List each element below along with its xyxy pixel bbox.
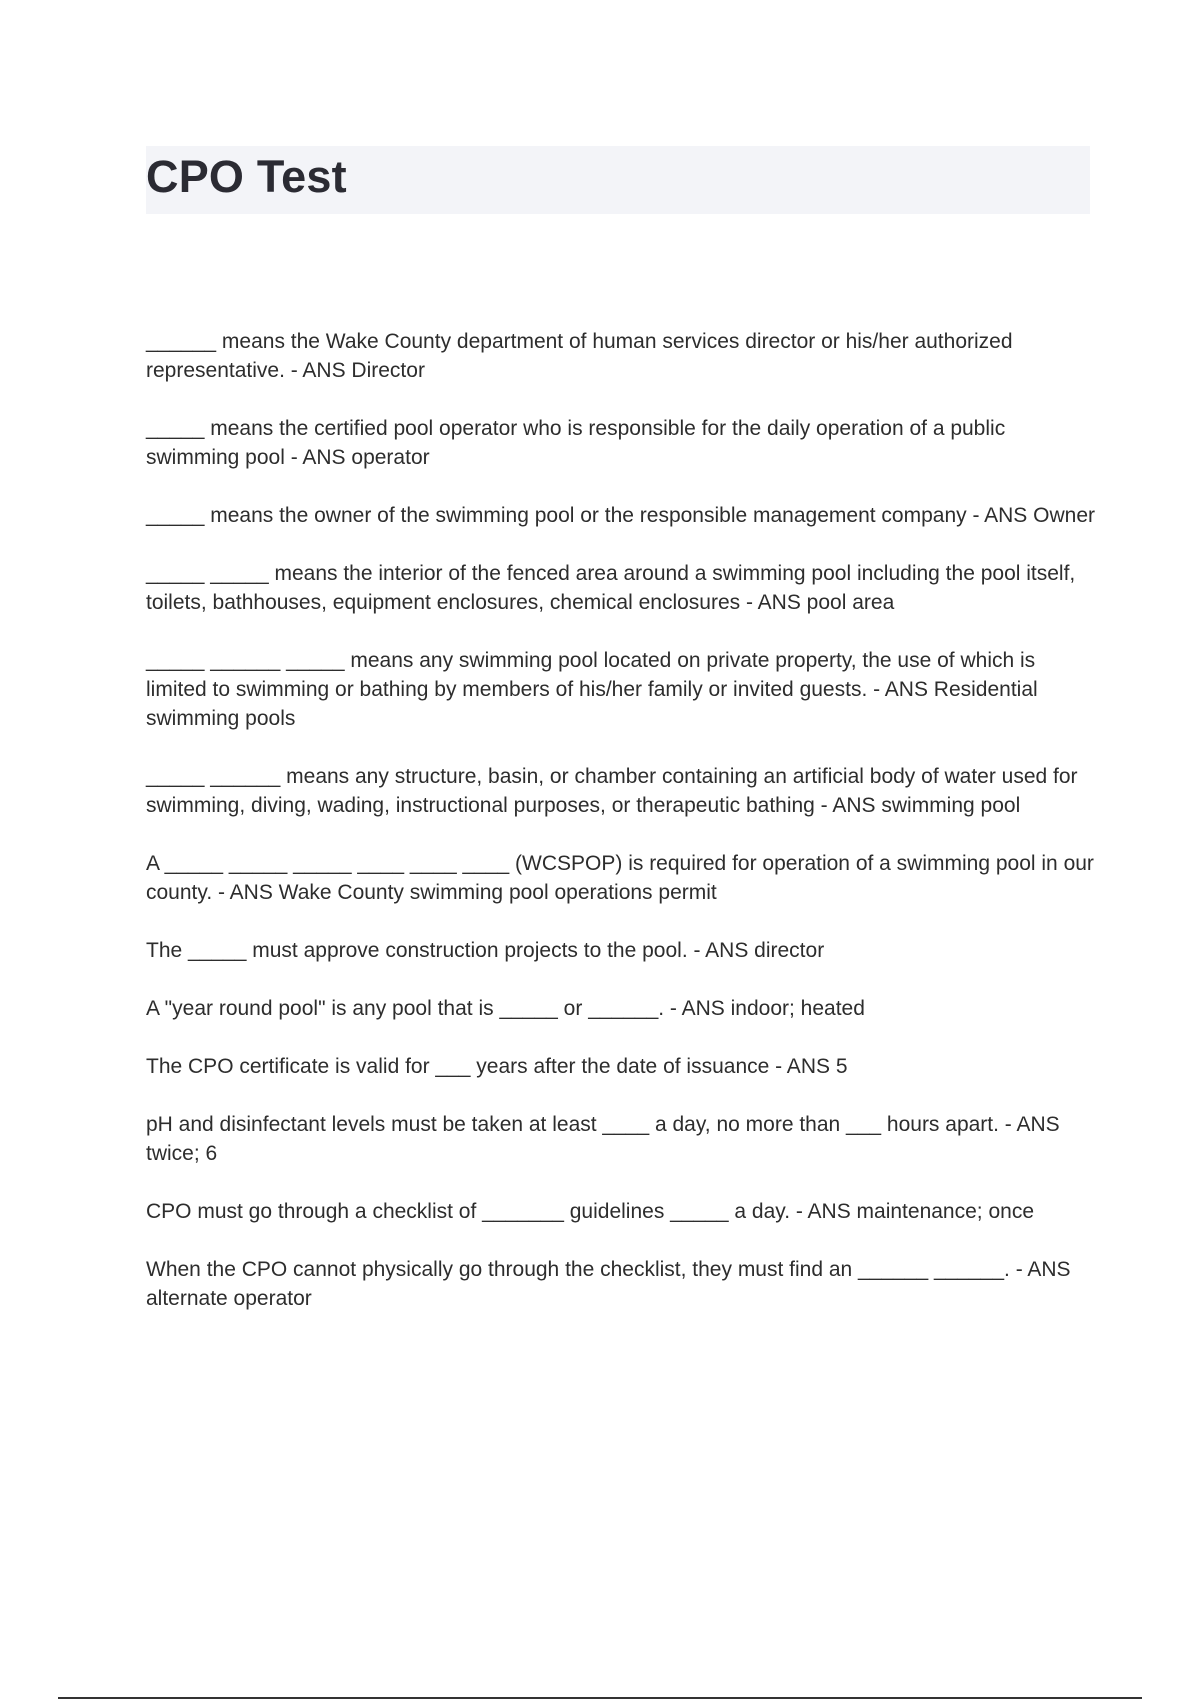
question-item-12: CPO must go through a checklist of _______ guidelines _____ a day. - ANS maintenance; once: [146, 1200, 1034, 1223]
question-item-2: _____ means the certified pool operator who is responsible for the daily operation of a public swimming pool - ANS operator: [146, 417, 1006, 469]
page-title: CPO Test: [146, 151, 347, 202]
question-item-1: ______ means the Wake County department of human services director or his/her authorized representative. - ANS Director: [146, 330, 1013, 382]
question-item-10: The CPO certificate is valid for ___ years after the date of issuance - ANS 5: [146, 1055, 848, 1078]
question-item-7: A _____ _____ _____ ____ ____ ____ (WCSPOP) is required for operation of a swimming pool in our county. - ANS Wake County swimming pool operations permit: [146, 852, 1094, 904]
question-item-8: The _____ must approve construction projects to the pool. - ANS director: [146, 939, 825, 962]
question-list: [146, 327, 1096, 1342]
question-item-5: _____ ______ _____ means any swimming pool located on private property, the use of which is limited to swimming or bathing by members of his/her family or invited guests. - ANS Residential swimming pools: [146, 649, 1038, 730]
question-item-11: pH and disinfectant levels must be taken at least ____ a day, no more than ___ hours apart. - ANS twice; 6: [146, 1113, 1060, 1165]
footer-divider: [58, 1697, 1142, 1699]
question-item-9: A "year round pool" is any pool that is _____ or ______. - ANS indoor; heated: [146, 997, 865, 1020]
title-band: [146, 146, 1090, 214]
question-item-3: _____ means the owner of the swimming pool or the responsible management company - ANS Owner: [146, 504, 1095, 527]
question-item-13: When the CPO cannot physically go through the checklist, they must find an ______ ______. - ANS alternate operator: [146, 1258, 1071, 1310]
question-item-6: _____ ______ means any structure, basin, or chamber containing an artificial body of water used for swimming, diving, wading, instructional purposes, or therapeutic bathing - ANS swimming pool: [146, 765, 1078, 817]
question-item-4: _____ _____ means the interior of the fenced area around a swimming pool including the pool itself, toilets, bathhouses, equipment enclosures, chemical enclosures - ANS pool area: [146, 562, 1076, 614]
